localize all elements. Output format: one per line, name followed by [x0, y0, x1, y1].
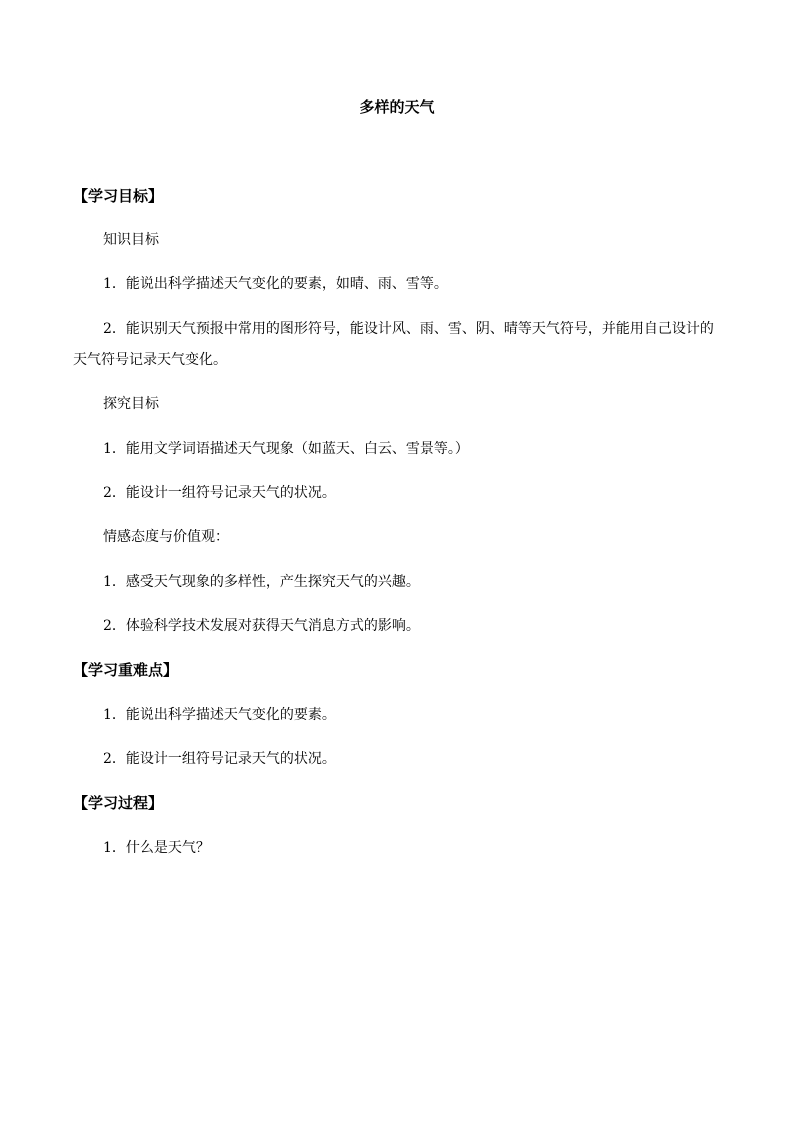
section-heading-learning-process: 【学习过程】 [73, 794, 164, 812]
paragraph-inquiry-goal-2: 2．能设计一组符号记录天气的状况。 [103, 485, 336, 501]
paragraph-knowledge-goal-2: 2．能识别天气预报中常用的图形符号，能设计风、雨、雪、阴、晴等天气符号，并能用自己设计的天气符号记录天气变化。 [73, 321, 714, 368]
paragraph-inquiry-goal-1: 1．能用文学词语描述天气现象（如蓝天、白云、雪景等。） [103, 441, 469, 457]
section-heading-learning-goals: 【学习目标】 [73, 187, 164, 205]
paragraph-knowledge-goals-label: 知识目标 [103, 232, 159, 248]
paragraph-knowledge-goal-1: 1．能说出科学描述天气变化的要素，如晴、雨、雪等。 [103, 276, 448, 292]
paragraph-attitude-goal-2: 2．体验科学技术发展对获得天气消息方式的影响。 [103, 618, 420, 634]
paragraph-process-question-1: 1．什么是天气？ [103, 840, 210, 856]
paragraph-attitude-goal-1: 1．感受天气现象的多样性，产生探究天气的兴趣。 [103, 574, 420, 590]
paragraph-key-point-1: 1．能说出科学描述天气变化的要素。 [103, 707, 336, 723]
page-title: 多样的天气 [359, 98, 435, 116]
paragraph-inquiry-goals-label: 探究目标 [103, 396, 159, 412]
paragraph-key-point-2: 2．能设计一组符号记录天气的状况。 [103, 751, 336, 767]
section-heading-key-difficulties: 【学习重难点】 [73, 661, 179, 679]
paragraph-attitude-goals-label: 情感态度与价值观： [103, 529, 229, 545]
